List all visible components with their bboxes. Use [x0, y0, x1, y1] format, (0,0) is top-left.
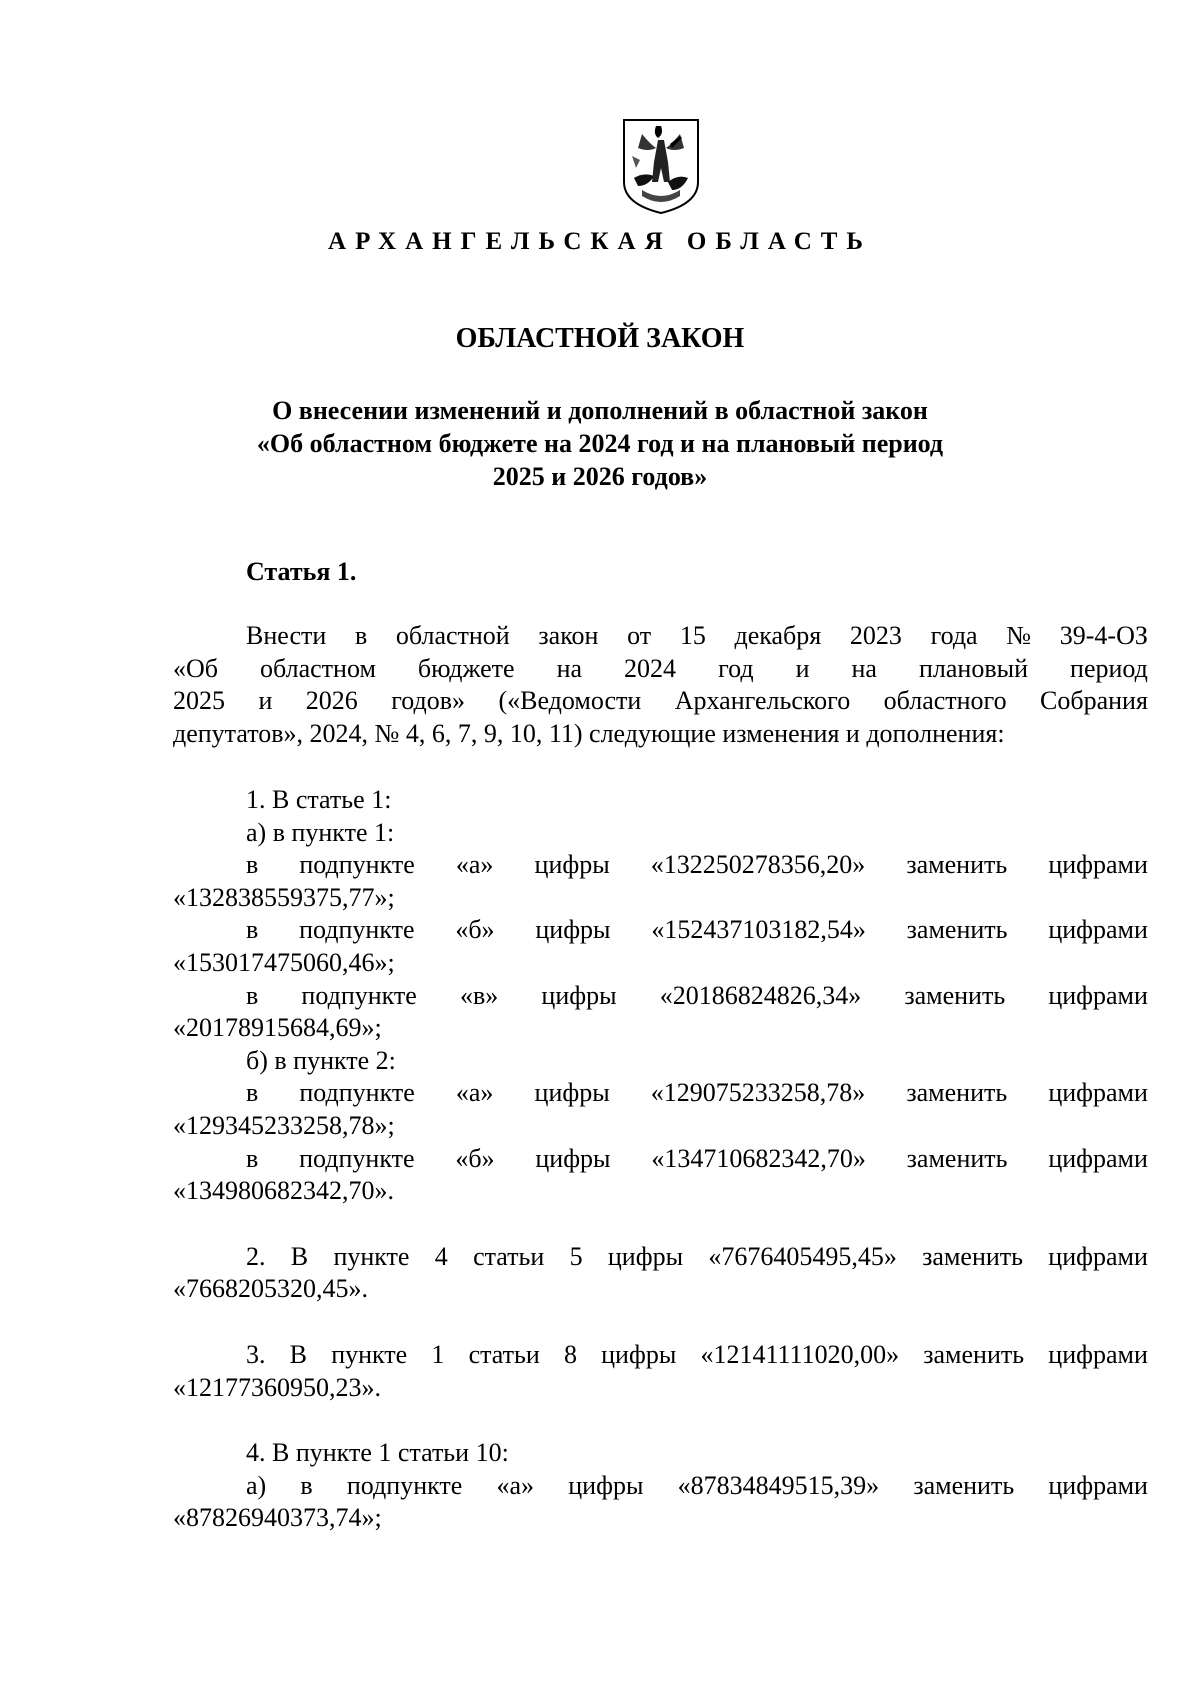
word: «129075233258,78» — [650, 1078, 866, 1108]
word: 5 — [569, 1241, 583, 1271]
word: пункте — [331, 1339, 408, 1369]
amendment-line — [173, 1339, 1148, 1372]
amendment-continuation: «7668205320,45». — [173, 1274, 368, 1304]
word: «134710682342,70» — [651, 1143, 866, 1173]
word: цифрами — [1048, 1470, 1148, 1500]
amendment-line — [173, 1143, 1148, 1176]
word: заменить — [906, 1078, 1008, 1108]
word: подпункте — [301, 980, 417, 1010]
word: подпункте — [299, 1143, 415, 1173]
amendment-heading: а) в пункте 1: — [246, 817, 395, 847]
amendment-continuation: «132838559375,77»; — [173, 882, 395, 912]
word: «12141111020,00» — [700, 1339, 900, 1369]
amendment-heading: б) в пункте 2: — [246, 1045, 396, 1075]
amendment-list — [173, 784, 1148, 1535]
word: статьи — [468, 1339, 540, 1369]
word: плановый — [919, 653, 1029, 683]
word: В — [290, 1241, 309, 1271]
word: («Ведомости — [498, 686, 642, 716]
word: пункте — [333, 1241, 410, 1271]
word: Архангельского — [674, 686, 851, 716]
word: период — [1070, 653, 1148, 683]
word: «7676405495,45» — [708, 1241, 897, 1271]
word: в — [246, 1078, 259, 1108]
word: цифры — [535, 915, 611, 945]
word: № — [1006, 621, 1032, 650]
word: 2024 — [624, 653, 677, 683]
word: «132250278356,20» — [650, 850, 866, 880]
word: «а» — [496, 1470, 535, 1500]
region-name: АРХАНГЕЛЬСКАЯ ОБЛАСТЬ — [328, 228, 872, 255]
word: цифрами — [1048, 850, 1148, 880]
word: год — [718, 653, 754, 683]
amendment-line — [173, 914, 1148, 947]
word: подпункте — [299, 850, 415, 880]
law-title-line: 2025 и 2026 годов» — [492, 462, 708, 491]
word: цифрами — [1048, 1339, 1148, 1369]
word: закон — [538, 621, 599, 650]
word: 2. — [246, 1241, 266, 1271]
word: цифрами — [1048, 1241, 1148, 1271]
article-intro-paragraph — [173, 620, 1148, 750]
word: от — [627, 621, 652, 650]
coat-of-arms-icon — [620, 116, 702, 216]
word: подпункте — [299, 915, 415, 945]
amendment-line — [173, 980, 1148, 1013]
word: в — [300, 1470, 313, 1500]
amendment-heading: 1. В статье 1: — [246, 785, 392, 814]
word: в — [246, 915, 259, 945]
word: в — [246, 1143, 259, 1173]
word: декабря — [734, 621, 822, 650]
word: цифры — [541, 980, 617, 1010]
word: годов» — [391, 686, 466, 716]
word: 2025 — [173, 686, 225, 716]
word: цифры — [534, 1078, 610, 1108]
word: заменить — [922, 1241, 1023, 1271]
law-title-line: О внесении изменений и дополнений в областной закон — [272, 396, 928, 425]
word: бюджете — [417, 653, 515, 683]
amendment-continuation: «20178915684,69»; — [173, 1013, 382, 1043]
word: года — [930, 621, 978, 650]
word: и — [258, 686, 273, 716]
amendment-line — [173, 1077, 1148, 1110]
word: 3. — [246, 1339, 266, 1369]
word: «152437103182,54» — [651, 915, 866, 945]
word: заменить — [906, 850, 1008, 880]
article-heading: Статья 1. — [246, 557, 357, 586]
word: цифрами — [1048, 1143, 1148, 1173]
word: 39-4-ОЗ — [1059, 621, 1148, 650]
paragraph-gap — [173, 1404, 1148, 1437]
amendment-line — [173, 849, 1148, 882]
amendment-continuation: «153017475060,46»; — [173, 947, 395, 977]
intro-line — [173, 620, 1148, 653]
word: цифры — [601, 1339, 677, 1369]
word: «20186824826,34» — [659, 980, 862, 1010]
word: 2023 — [849, 621, 902, 650]
word: «в» — [459, 980, 499, 1010]
word: 8 — [563, 1339, 577, 1369]
word: в — [246, 980, 259, 1010]
word: «а» — [455, 1078, 494, 1108]
amendment-continuation: «134980682342,70». — [173, 1176, 394, 1206]
word: статьи — [473, 1241, 545, 1271]
word: заменить — [923, 1339, 1025, 1369]
word: подпункте — [299, 1078, 415, 1108]
amendment-heading: 4. В пункте 1 статьи 10: — [246, 1438, 509, 1468]
word: 2026 — [305, 686, 358, 716]
word: 15 — [679, 621, 706, 650]
word: и — [795, 653, 810, 683]
amendment-continuation: «12177360950,23». — [173, 1372, 381, 1402]
intro-line — [173, 685, 1148, 718]
law-title-line: «Об областном бюджете на 2024 год и на плановый период — [256, 429, 944, 458]
word: областного — [883, 686, 1007, 716]
word: на — [851, 653, 877, 683]
word: на — [556, 653, 583, 683]
paragraph-gap — [173, 1306, 1148, 1339]
word: областном — [260, 653, 376, 683]
word: цифры — [607, 1241, 684, 1271]
word: цифры — [535, 1143, 611, 1173]
intro-line — [173, 653, 1148, 686]
word: В — [289, 1339, 308, 1369]
amendment-line — [173, 1470, 1148, 1503]
word: «б» — [455, 915, 495, 945]
word: цифрами — [1048, 915, 1148, 945]
word: Собрания — [1040, 686, 1148, 716]
law-type-heading: ОБЛАСТНОЙ ЗАКОН — [455, 323, 745, 354]
word: областной — [395, 621, 510, 650]
amendment-continuation: «87826940373,74»; — [173, 1503, 382, 1533]
word: 1 — [431, 1339, 445, 1369]
word: цифрами — [1048, 1078, 1148, 1108]
word: подпункте — [346, 1470, 463, 1500]
law-title — [150, 394, 1050, 493]
word: «б» — [455, 1143, 495, 1173]
word: а) — [246, 1470, 267, 1500]
word: заменить — [913, 1470, 1015, 1500]
word: 4 — [434, 1241, 448, 1271]
word: заменить — [904, 980, 1006, 1010]
word: «Об — [173, 653, 219, 683]
paragraph-gap — [173, 1208, 1148, 1241]
amendment-continuation: «129345233258,78»; — [173, 1110, 395, 1140]
word: в — [354, 621, 368, 650]
word: цифры — [534, 850, 610, 880]
word: «87834849515,39» — [677, 1470, 880, 1500]
intro-line: депутатов», 2024, № 4, 6, 7, 9, 10, 11) следующие изменения и дополнения: — [173, 718, 1005, 748]
word: заменить — [906, 915, 1008, 945]
word: заменить — [906, 1143, 1008, 1173]
word: в — [246, 850, 259, 880]
word: «а» — [455, 850, 494, 880]
word: Внести — [246, 621, 327, 650]
word: цифры — [568, 1470, 644, 1500]
word: цифрами — [1048, 980, 1148, 1010]
amendment-line — [173, 1241, 1148, 1274]
